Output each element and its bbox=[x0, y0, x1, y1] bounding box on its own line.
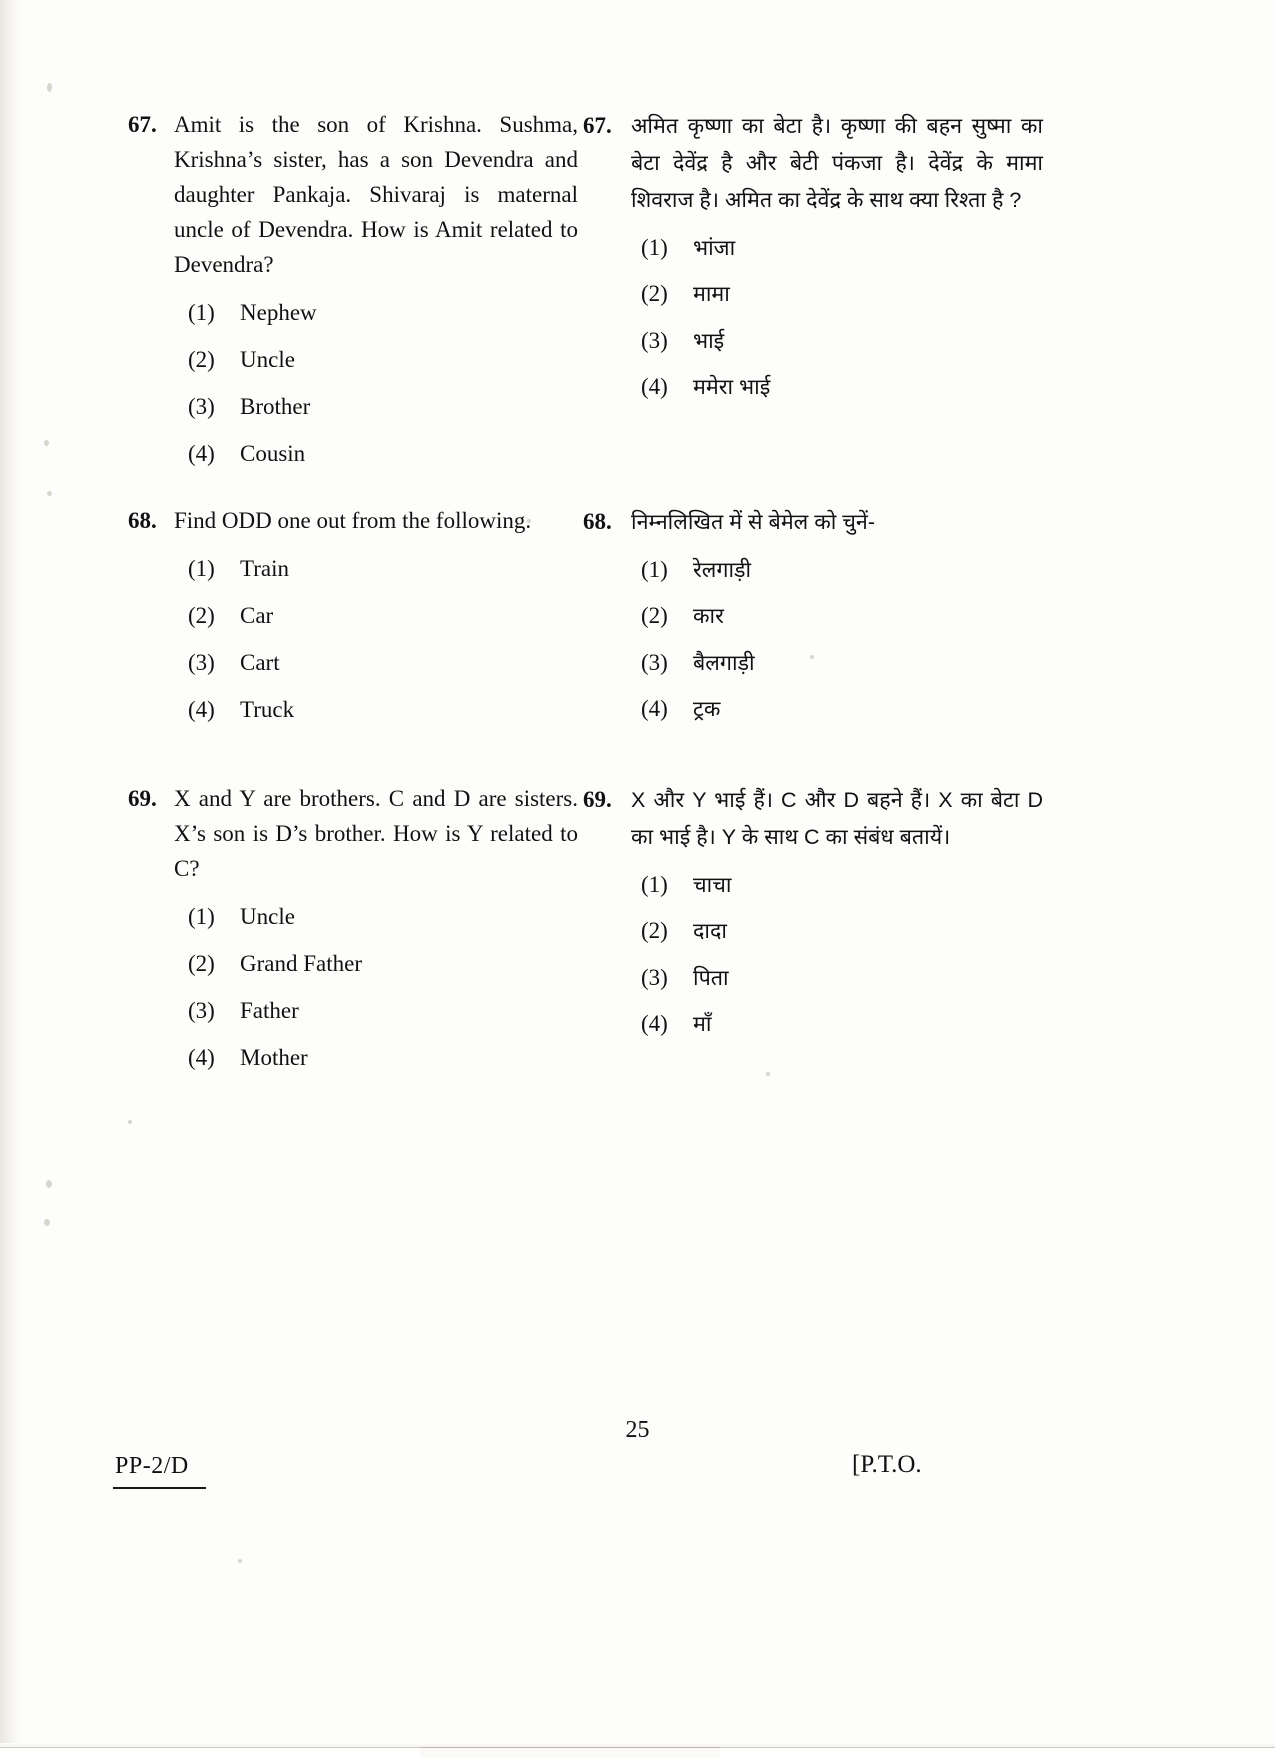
option-item[interactable] bbox=[188, 995, 578, 1026]
option-marker: (1) bbox=[641, 871, 668, 897]
option-marker: (3) bbox=[188, 997, 215, 1023]
option-label: भाई bbox=[693, 328, 725, 353]
question-69-hindi bbox=[583, 782, 1043, 1053]
question-69-number-hi: 69. bbox=[583, 787, 612, 812]
option-marker: (3) bbox=[641, 649, 668, 675]
question-67-hindi-stem bbox=[583, 108, 1043, 219]
option-marker: (4) bbox=[641, 373, 668, 399]
question-69-hindi-stem bbox=[583, 782, 1043, 856]
option-item[interactable] bbox=[188, 647, 578, 678]
question-69-english-stem bbox=[128, 782, 578, 887]
option-marker: (2) bbox=[188, 950, 215, 976]
question-67-number-en: 67. bbox=[128, 112, 157, 137]
option-item[interactable] bbox=[188, 391, 578, 422]
option-marker: (4) bbox=[641, 696, 668, 721]
option-marker: (1) bbox=[188, 903, 215, 929]
option-label: बैलगाड़ी bbox=[693, 650, 755, 675]
option-label: Mother bbox=[240, 1045, 308, 1070]
option-label: Cousin bbox=[240, 440, 306, 466]
question-67-english-stem bbox=[128, 108, 578, 283]
paper-code: PP-2/D bbox=[115, 1453, 189, 1479]
option-label: रेलगाड़ी bbox=[693, 557, 752, 582]
option-item[interactable] bbox=[641, 370, 1043, 403]
question-69-options-hi bbox=[583, 868, 1043, 1040]
page-number: 25 bbox=[625, 1417, 650, 1443]
option-label: मामा bbox=[693, 282, 730, 307]
option-label: Grand Father bbox=[240, 950, 362, 976]
option-label: Uncle bbox=[240, 903, 295, 929]
option-item[interactable] bbox=[188, 694, 578, 725]
option-label: Train bbox=[240, 555, 289, 581]
option-marker: (3) bbox=[641, 327, 668, 353]
option-label: Car bbox=[240, 603, 274, 628]
option-label: दादा bbox=[693, 919, 727, 944]
option-label: माँ bbox=[693, 1011, 712, 1036]
option-item[interactable] bbox=[188, 344, 578, 375]
option-item[interactable] bbox=[641, 868, 1043, 901]
question-68-english bbox=[128, 504, 578, 741]
option-item[interactable] bbox=[641, 324, 1043, 357]
option-label: भांजा bbox=[693, 235, 736, 260]
option-label: Cart bbox=[240, 650, 280, 676]
option-label: कार bbox=[693, 604, 724, 629]
option-item[interactable] bbox=[188, 1042, 578, 1073]
option-label: Uncle bbox=[240, 346, 295, 372]
question-67-text-hi: अमित कृष्णा का बेटा है। कृष्णा की बहन सुष्मा का बेटा देवेंद्र है और बेटी पंकजा है। देवेंद्र के मामा शिवराज है। अमित का देवेंद्र के साथ क्या रिश्ता है ? bbox=[631, 114, 1043, 212]
option-marker: (1) bbox=[641, 234, 668, 260]
question-68-options-en bbox=[128, 553, 578, 725]
paper-code-underline bbox=[113, 1487, 206, 1489]
scan-bottom-band bbox=[0, 1747, 1275, 1757]
option-label: Truck bbox=[240, 697, 295, 723]
option-item[interactable] bbox=[641, 277, 1043, 310]
option-item[interactable] bbox=[641, 231, 1043, 264]
option-marker: (2) bbox=[641, 918, 668, 944]
question-67-text-en: Amit is the son of Krishna. Sushma, Krishna’s sister, has a son Devendra and daughter Pankaja. Shivaraj is maternal uncle of Devendra. How is Amit related to Devendra? bbox=[174, 112, 578, 277]
option-marker: (1) bbox=[188, 555, 215, 581]
question-69-options-en bbox=[128, 901, 578, 1073]
option-marker: (2) bbox=[641, 281, 668, 307]
question-68-text-hi: निम्नलिखित में से बेमेल को चुनें- bbox=[631, 510, 876, 534]
option-marker: (4) bbox=[188, 440, 215, 466]
question-68-text-en: Find ODD one out from the following. bbox=[174, 508, 532, 533]
question-68-hindi-stem bbox=[583, 504, 1043, 541]
question-67-number-hi: 67. bbox=[583, 113, 612, 138]
option-label: ट्रक bbox=[693, 697, 721, 721]
option-item[interactable] bbox=[188, 553, 578, 584]
option-marker: (3) bbox=[188, 393, 215, 419]
question-69-text-hi: X और Y भाई हैं। C और D बहने हैं। X का बेटा D का भाई है। Y के साथ C का संबंध बतायें। bbox=[631, 788, 1043, 849]
question-69-number-en: 69. bbox=[128, 786, 157, 811]
question-67-options-en bbox=[128, 297, 578, 469]
option-item[interactable] bbox=[188, 948, 578, 979]
option-label: Brother bbox=[240, 393, 311, 419]
option-label: पिता bbox=[693, 965, 729, 990]
question-68-options-hi bbox=[583, 553, 1043, 725]
question-67-english bbox=[128, 108, 578, 485]
option-item[interactable] bbox=[188, 600, 578, 631]
question-69-english bbox=[128, 782, 578, 1089]
option-marker: (4) bbox=[188, 1045, 215, 1070]
option-marker: (3) bbox=[641, 964, 668, 990]
option-label: चाचा bbox=[693, 872, 732, 897]
question-68-hindi bbox=[583, 504, 1043, 738]
option-marker: (4) bbox=[641, 1010, 668, 1036]
question-68-number-hi: 68. bbox=[583, 509, 612, 534]
option-item[interactable] bbox=[188, 297, 578, 328]
option-label: Nephew bbox=[240, 299, 317, 325]
question-67-options-hi bbox=[583, 231, 1043, 403]
option-item[interactable] bbox=[641, 599, 1043, 632]
option-item[interactable] bbox=[641, 646, 1043, 679]
option-marker: (3) bbox=[188, 650, 215, 676]
question-68-number-en: 68. bbox=[128, 508, 157, 533]
question-69-text-en: X and Y are brothers. C and D are sisters. X’s son is D’s brother. How is Y related to C? bbox=[174, 786, 578, 881]
option-item[interactable] bbox=[641, 961, 1043, 994]
option-item[interactable] bbox=[188, 901, 578, 932]
option-item[interactable] bbox=[641, 692, 1043, 725]
option-marker: (4) bbox=[188, 697, 215, 723]
option-marker: (1) bbox=[188, 299, 215, 325]
option-marker: (2) bbox=[188, 603, 215, 628]
option-item[interactable] bbox=[188, 438, 578, 469]
option-item[interactable] bbox=[641, 553, 1043, 586]
option-marker: (2) bbox=[641, 603, 668, 629]
pto-label: [P.T.O. bbox=[852, 1451, 922, 1478]
option-marker: (2) bbox=[188, 346, 215, 372]
option-label: ममेरा भाई bbox=[693, 374, 771, 399]
question-68-english-stem bbox=[128, 504, 578, 539]
question-67-hindi bbox=[583, 108, 1043, 416]
option-marker: (1) bbox=[641, 556, 668, 582]
option-label: Father bbox=[240, 997, 299, 1023]
option-item[interactable] bbox=[641, 1007, 1043, 1040]
option-item[interactable] bbox=[641, 914, 1043, 947]
